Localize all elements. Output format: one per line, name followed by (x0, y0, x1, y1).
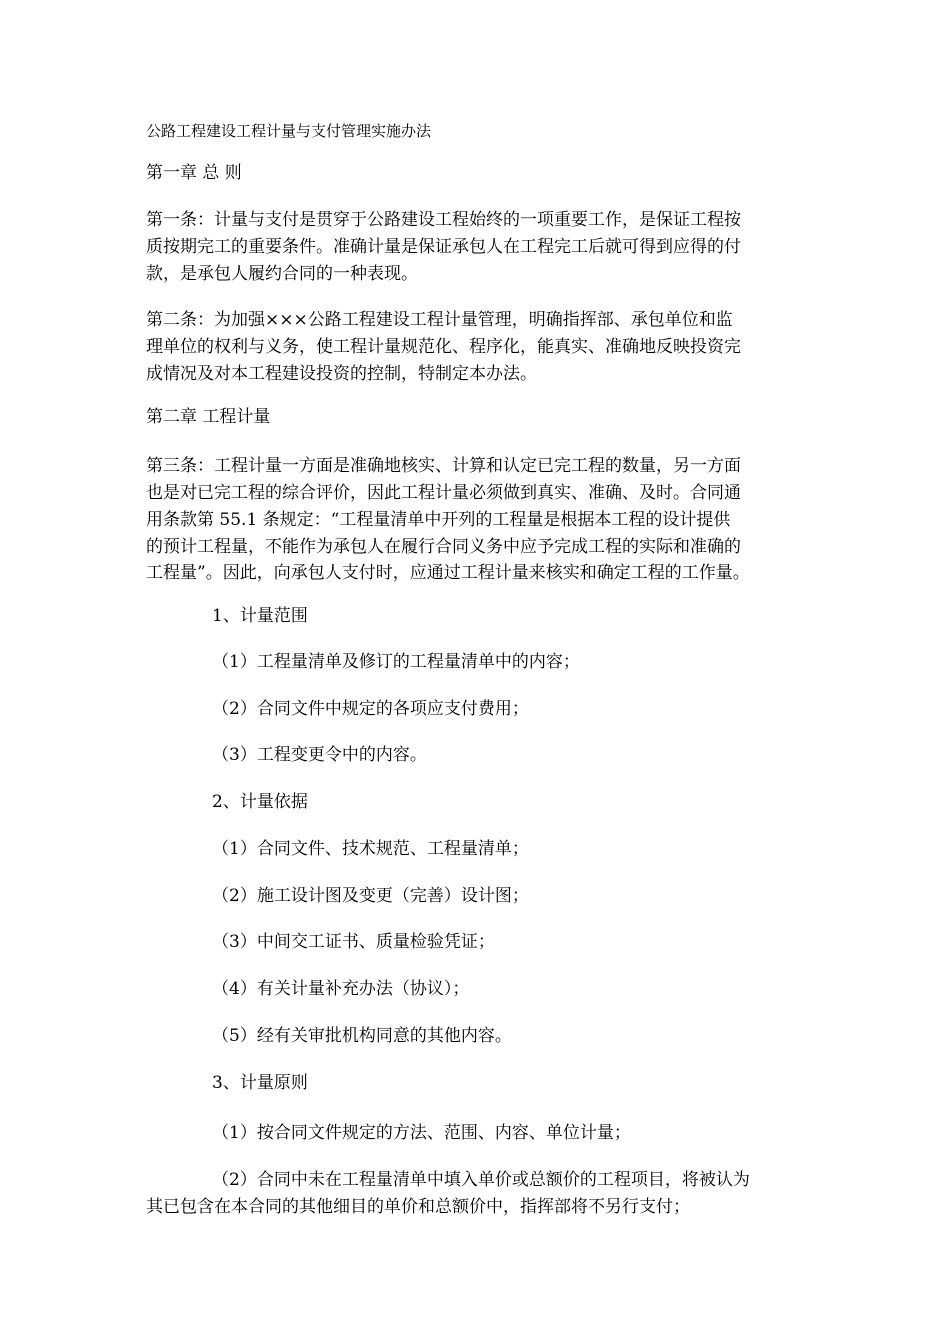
article-line: 第一条：计量与支付是贯穿于公路建设工程始终的一项重要工作，是保证工程按 (146, 210, 741, 230)
list-item: （2）合同文件中规定的各项应支付费用； (212, 699, 529, 719)
list-item: （1）合同文件、技术规范、工程量清单； (212, 839, 529, 859)
list-item: （5）经有关审批机构同意的其他内容。 (212, 1026, 512, 1046)
chapter-heading: 第二章 工程计量 (146, 407, 271, 427)
article-line: 第三条：工程计量一方面是准确地核实、计算和认定已完工程的数量，另一方面 (146, 456, 741, 476)
list-item: 其已包含在本合同的其他细目的单价和总额价中，指挥部将不另行支付； (146, 1197, 690, 1217)
article-line: 质按期完工的重要条件。准确计量是保证承包人在工程完工后就可得到应得的付 (146, 237, 741, 257)
article-line: 理单位的权利与义务，使工程计量规范化、程序化，能真实、准确地反映投资完 (146, 337, 741, 357)
list-item: （3）中间交工证书、质量检验凭证； (212, 932, 495, 952)
section-heading: 1、计量范围 (212, 606, 308, 626)
list-item: （1）按合同文件规定的方法、范围、内容、单位计量； (212, 1123, 631, 1143)
article-line: 款，是承包人履约合同的一种表现。 (146, 264, 418, 284)
list-item: （2）合同中未在工程量清单中填入单价或总额价的工程项目，将被认为 (212, 1170, 750, 1190)
section-heading: 3、计量原则 (212, 1073, 308, 1093)
list-item: （4）有关计量补充办法（协议）； (212, 979, 470, 999)
article-line: 的预计工程量，不能作为承包人在履行合同义务中应予完成工程的实际和准确的 (146, 537, 741, 557)
article-line: 用条款第 55.1 条规定：“工程量清单中开列的工程量是根据本工程的设计提供 (146, 510, 731, 530)
list-item: （2）施工设计图及变更（完善）设计图； (212, 886, 529, 906)
article-line: 第二条：为加强×××公路工程建设工程计量管理，明确指挥部、承包单位和监 (146, 310, 733, 330)
list-item: （3）工程变更令中的内容。 (212, 745, 427, 765)
document-title: 公路工程建设工程计量与支付管理实施办法 (146, 122, 432, 140)
article-line: 成情况及对本工程建设投资的控制，特制定本办法。 (146, 364, 537, 384)
chapter-heading: 第一章 总 则 (146, 163, 242, 183)
article-line: 工程量”。因此，向承包人支付时，应通过工程计量来核实和确定工程的工作量。 (146, 563, 750, 583)
list-item: （1）工程量清单及修订的工程量清单中的内容； (212, 652, 580, 672)
article-line: 也是对已完工程的综合评价，因此工程计量必须做到真实、准确、及时。合同通 (146, 483, 741, 503)
section-heading: 2、计量依据 (212, 792, 308, 812)
